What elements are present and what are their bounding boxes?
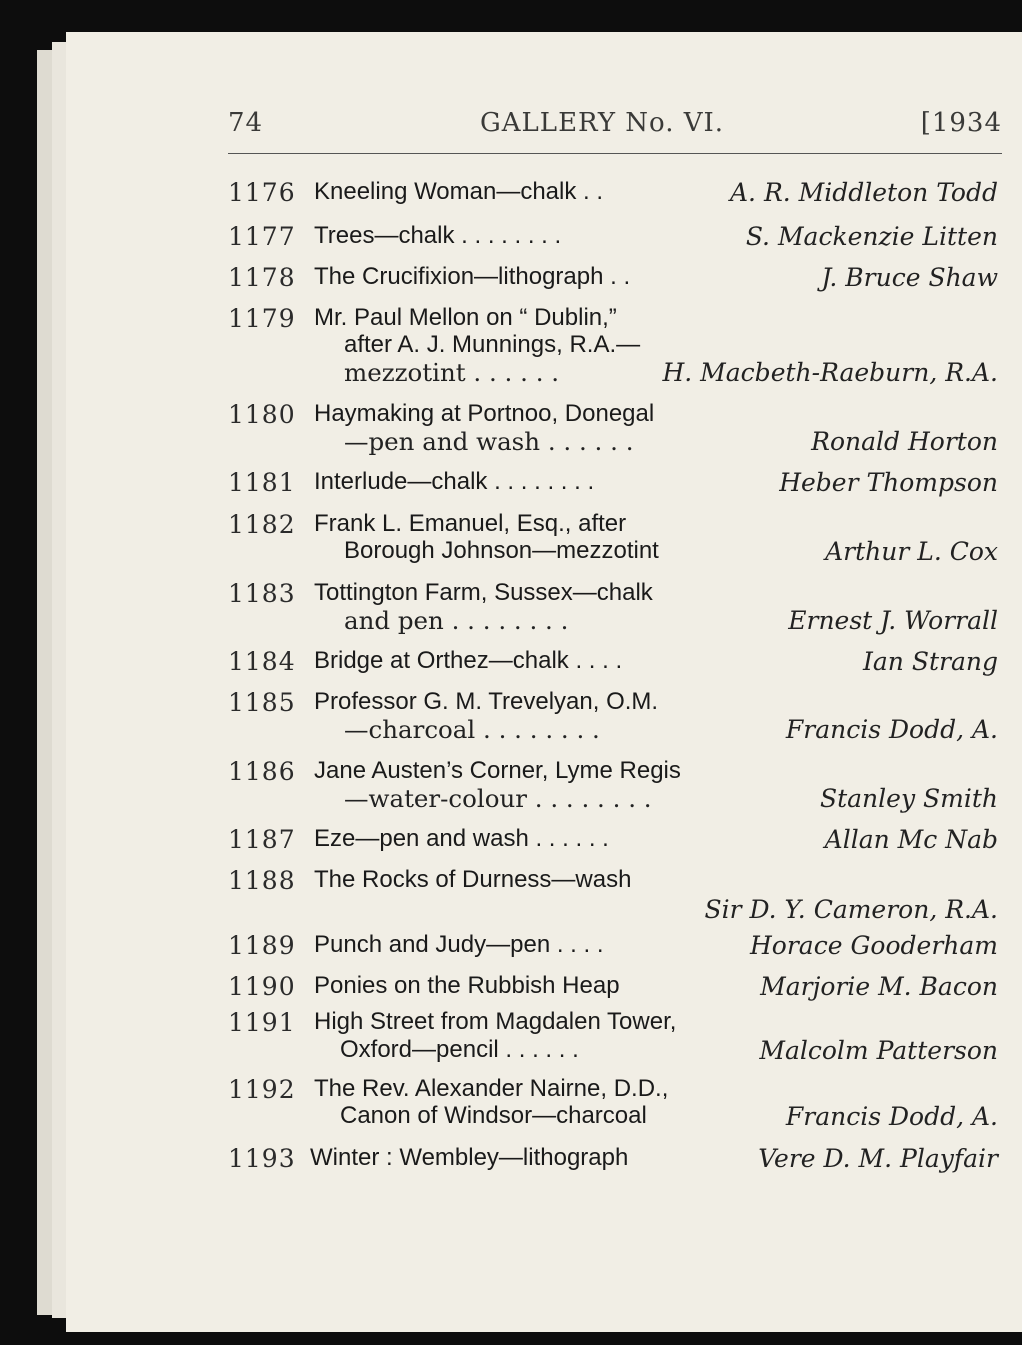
entry-number: 1181 bbox=[228, 468, 296, 497]
entry-artist: A. R. Middleton Todd bbox=[730, 178, 998, 207]
entry-title: The Crucifixion—lithograph . . bbox=[314, 263, 631, 290]
entry-medium: —water-colour . . . . . . . . bbox=[344, 784, 652, 813]
entry-artist: Stanley Smith bbox=[819, 784, 998, 813]
entry-artist: Malcolm Patterson bbox=[759, 1036, 998, 1065]
entry-artist: Allan Mc Nab bbox=[824, 825, 998, 854]
entry-number: 1184 bbox=[228, 647, 296, 676]
entry-title: High Street from Magdalen Tower, bbox=[314, 1008, 677, 1035]
page-title: GALLERY No. VI. bbox=[480, 108, 725, 138]
entry-artist: Francis Dodd, A. bbox=[785, 715, 998, 744]
entry-artist: Ernest J. Worrall bbox=[788, 606, 998, 635]
entry-artist: Arthur L. Cox bbox=[825, 537, 998, 566]
entry-number: 1176 bbox=[228, 178, 296, 207]
entry-artist: Vere D. M. Playfair bbox=[758, 1144, 998, 1173]
entry-title: The Rev. Alexander Nairne, D.D., bbox=[314, 1075, 669, 1102]
entry-title: Haymaking at Portnoo, Donegal bbox=[314, 400, 655, 427]
entry-artist: J. Bruce Shaw bbox=[821, 263, 998, 292]
entry-title-cont: Borough Johnson—mezzotint bbox=[344, 537, 659, 564]
entry-title: Trees—chalk . . . . . . . . bbox=[314, 222, 562, 249]
entry-number: 1183 bbox=[228, 579, 296, 608]
entry-title: Punch and Judy—pen . . . . bbox=[314, 931, 604, 958]
entry-number: 1193 bbox=[228, 1144, 296, 1173]
entry-title: Tottington Farm, Sussex—chalk bbox=[314, 579, 653, 606]
entry-artist: Horace Gooderham bbox=[750, 931, 998, 960]
entry-number: 1189 bbox=[228, 931, 296, 960]
entry-number: 1186 bbox=[228, 757, 296, 786]
entry-medium: mezzotint . . . . . . bbox=[344, 358, 560, 387]
entry-title: Eze—pen and wash . . . . . . bbox=[314, 825, 609, 852]
entry-title: Bridge at Orthez—chalk . . . . bbox=[314, 647, 623, 674]
entry-artist: Ian Strang bbox=[863, 647, 998, 676]
entry-number: 1191 bbox=[228, 1008, 296, 1037]
entry-number: 1182 bbox=[228, 510, 296, 539]
entry-title: Professor G. M. Trevelyan, O.M. bbox=[314, 688, 659, 715]
entry-title: Interlude—chalk . . . . . . . . bbox=[314, 468, 595, 495]
entry-medium: —pen and wash . . . . . . bbox=[344, 427, 634, 456]
entry-number: 1178 bbox=[228, 263, 296, 292]
entry-title: Jane Austen’s Corner, Lyme Regis bbox=[314, 757, 681, 784]
entry-artist: Heber Thompson bbox=[779, 468, 998, 497]
entry-number: 1187 bbox=[228, 825, 296, 854]
entry-number: 1188 bbox=[228, 866, 296, 895]
entry-artist: Marjorie M. Bacon bbox=[760, 972, 998, 1001]
entry-artist: Sir D. Y. Cameron, R.A. bbox=[704, 895, 998, 924]
entry-title: The Rocks of Durness—wash bbox=[314, 866, 632, 893]
entry-artist: Francis Dodd, A. bbox=[785, 1102, 998, 1131]
entry-number: 1190 bbox=[228, 972, 296, 1001]
header-rule bbox=[228, 153, 1002, 154]
entry-artist: Ronald Horton bbox=[811, 427, 998, 456]
entry-title-cont: Canon of Windsor—charcoal bbox=[340, 1102, 647, 1129]
entry-title-cont: Oxford—pencil . . . . . . bbox=[340, 1036, 579, 1063]
entry-title: Frank L. Emanuel, Esq., after bbox=[314, 510, 627, 537]
entry-medium: and pen . . . . . . . . bbox=[344, 606, 569, 635]
catalogue-year: [1934 bbox=[920, 108, 1002, 138]
entry-title: Mr. Paul Mellon on “ Dublin,” bbox=[314, 304, 617, 331]
entry-title: Ponies on the Rubbish Heap bbox=[314, 972, 620, 999]
entry-artist: S. Mackenzie Litten bbox=[745, 222, 998, 251]
entry-title: Kneeling Woman—chalk . . bbox=[314, 178, 604, 205]
entry-artist: H. Macbeth-Raeburn, R.A. bbox=[662, 358, 998, 387]
entry-medium: —charcoal . . . . . . . . bbox=[344, 715, 600, 744]
entry-number: 1180 bbox=[228, 400, 296, 429]
entry-title-cont: after A. J. Munnings, R.A.— bbox=[344, 331, 641, 358]
entry-number: 1179 bbox=[228, 304, 296, 333]
entry-number: 1185 bbox=[228, 688, 296, 717]
entry-number: 1177 bbox=[228, 222, 296, 251]
entry-title: Winter : Wembley—lithograph bbox=[310, 1144, 629, 1171]
page-number: 74 bbox=[228, 108, 264, 138]
entry-number: 1192 bbox=[228, 1075, 296, 1104]
